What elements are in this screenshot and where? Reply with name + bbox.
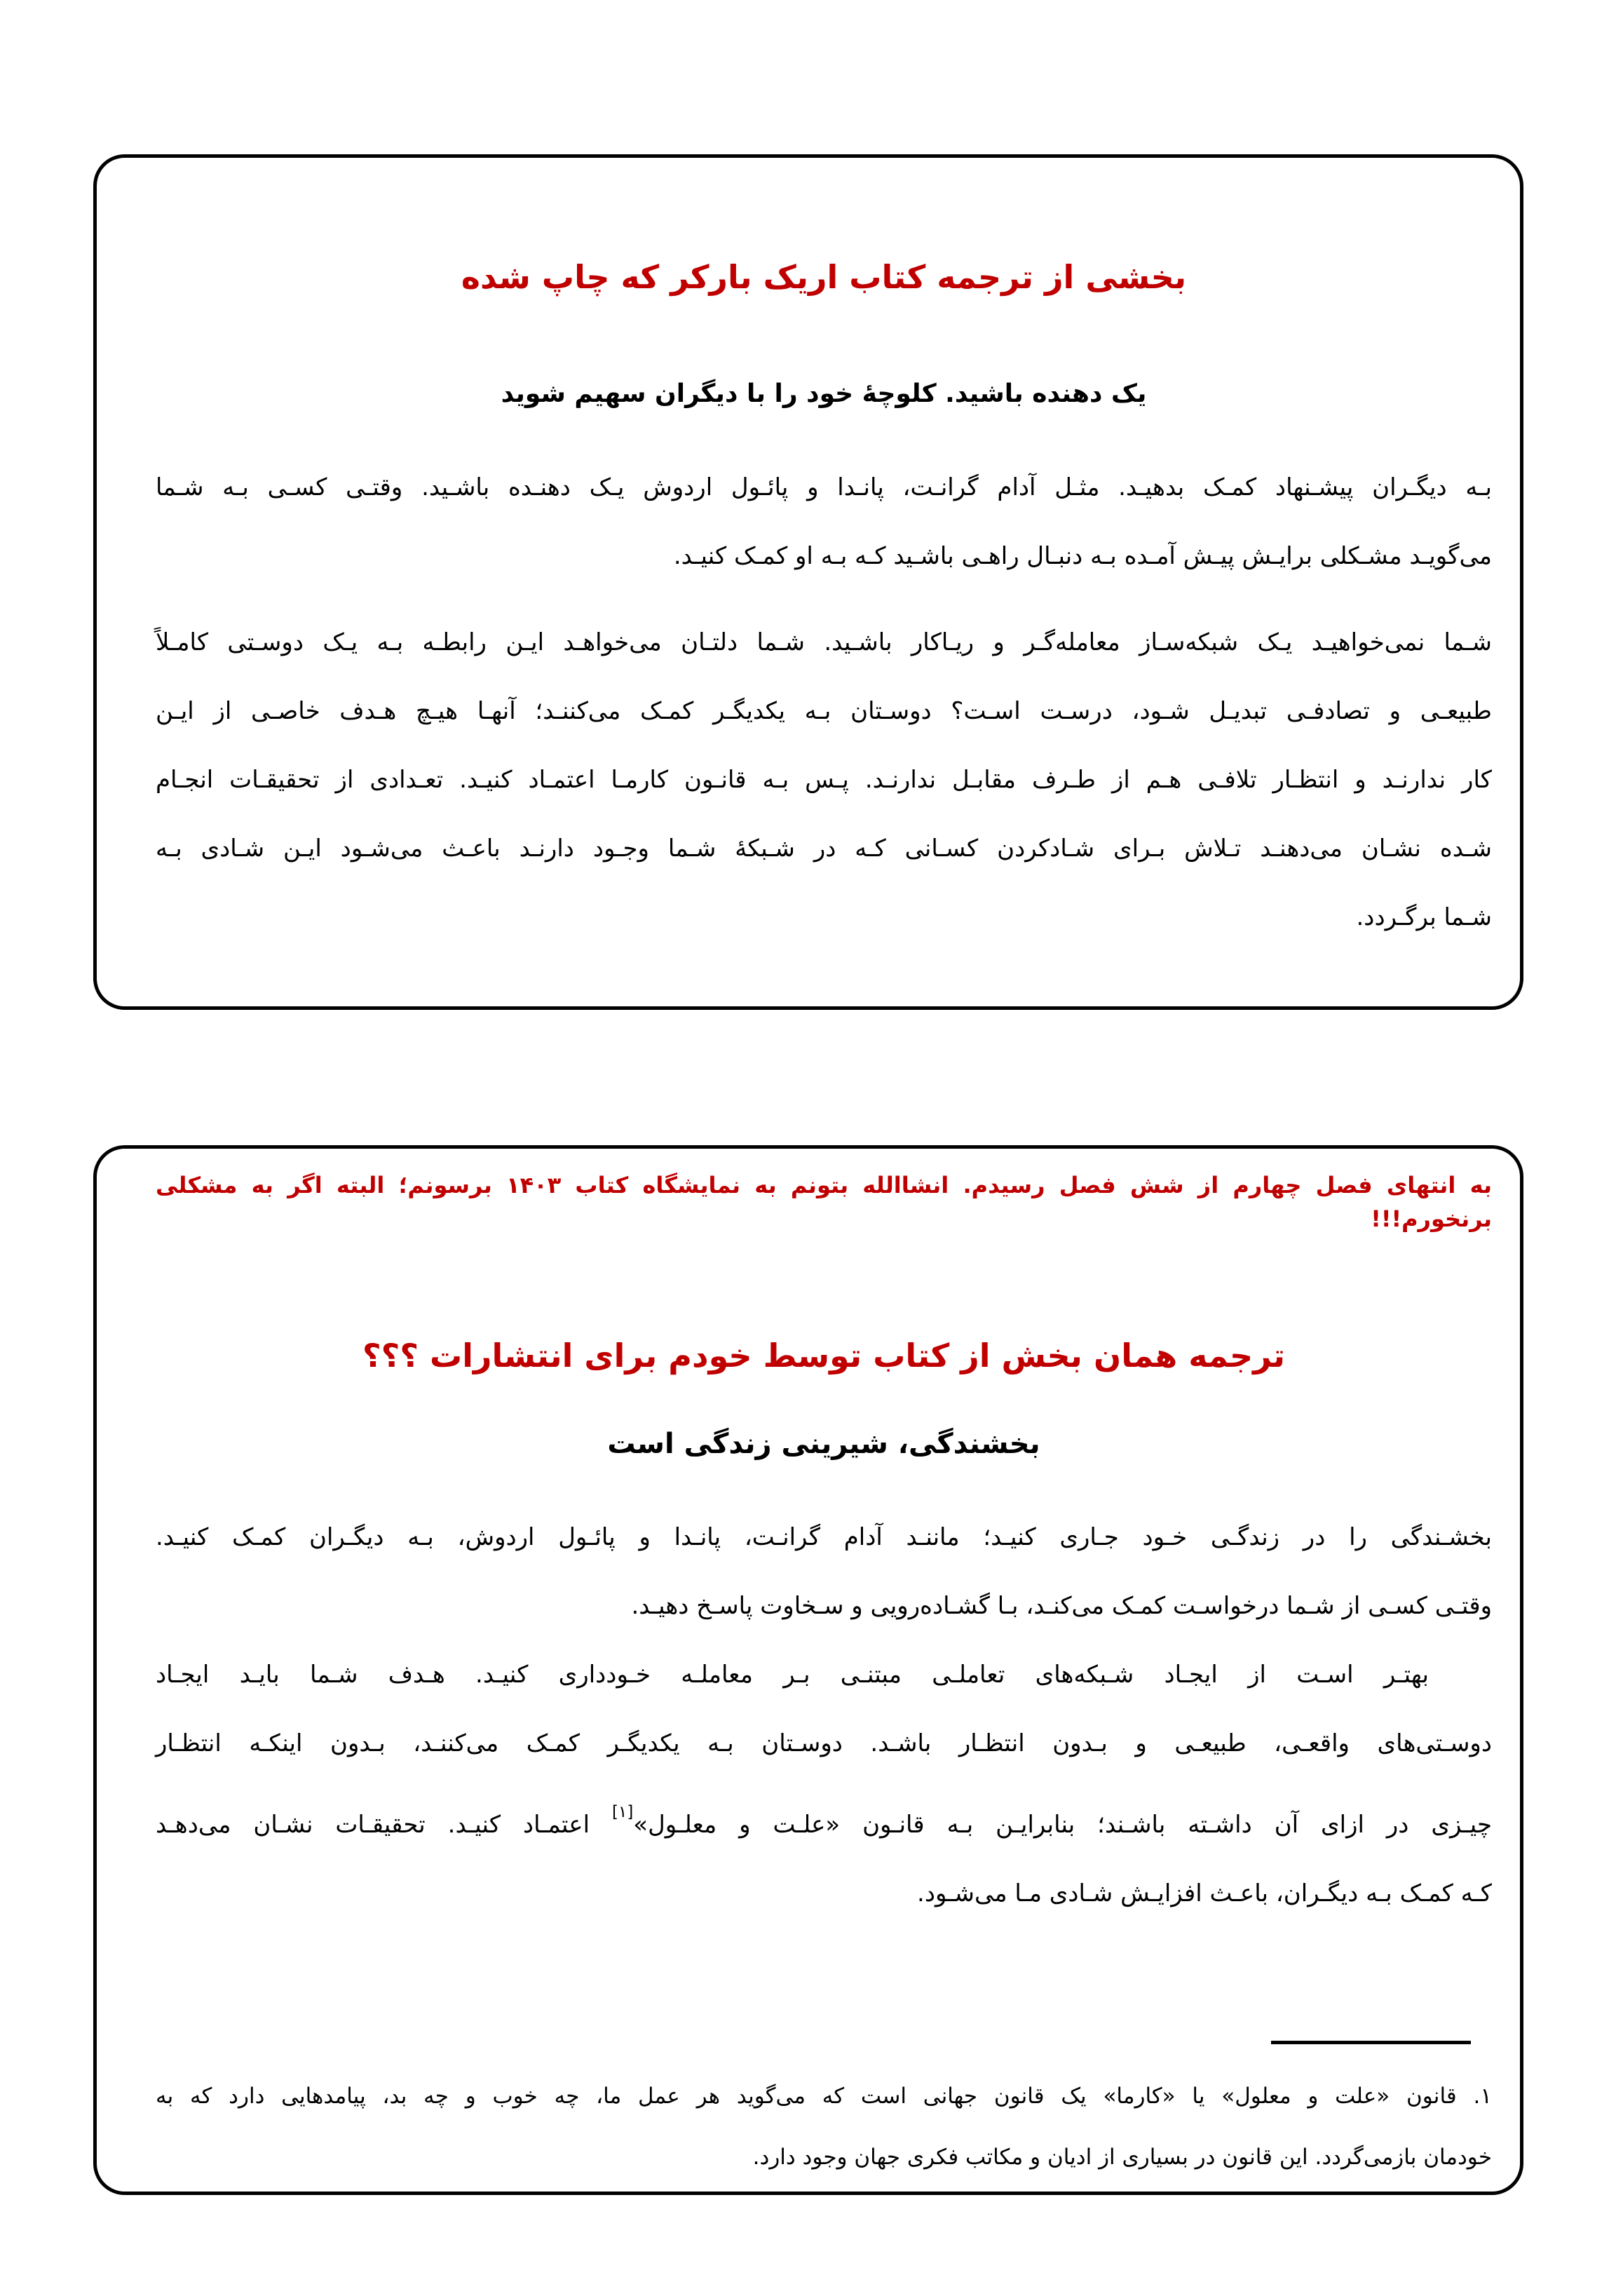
- box1-paragraph-1: [156, 453, 1492, 590]
- text-line: کار ندارنـد و انتظـار تلافـی هـم از طـرف مقابـل ندارنـد. پـس بـه قانـون کارمـا اعتمـاد کنیـد. تعـدادی از تحقیقـات انجـام: [156, 766, 1492, 794]
- box-printed-translation: [93, 154, 1523, 1010]
- text-line: می‌گویـد مشـکلی برایـش پیـش آمـده بـه دنبـال راهـی باشـید کـه بـه او کمـک کنیـد.: [673, 542, 1492, 570]
- text-line-with-footnote-ref: [156, 1778, 1492, 1859]
- box2-subtitle: بخشندگی، شیرینی زندگی است: [607, 1428, 1040, 1460]
- text-line: دوسـتی‌های واقعـی، طبیعـی و بـدون انتظـار باشـد. دوسـتان بـه یکدیگـر کمـک می‌کننـد، بـدون اینکـه انتظـار: [156, 1729, 1492, 1757]
- footnote-reference-marker: [۱]: [611, 1803, 634, 1821]
- text-segment: چیـزی در ازای آن داشـته باشـند؛ بنابرایـن بـه قانـون «علـت و معلـول»: [633, 1811, 1492, 1839]
- text-line: وقتـی کسـی از شـما درخواسـت کمـک می‌کنـد، بـا گشـاده‌رویی و سـخاوت پاسـخ دهیـد.: [631, 1592, 1492, 1620]
- footnote-line: خودمان بازمی‌گردد. این قانون در بسیاری از ادیان و مکاتب فکری جهان وجود دارد.: [752, 2145, 1492, 2170]
- text-line: بهتـر اسـت از ایجـاد شـبکه‌های تعاملـی مبتنـی بـر معاملـه خـودداری کنیـد. هـدف شـما بایـد ایجـاد: [156, 1661, 1429, 1689]
- box1-paragraph-2: [156, 608, 1492, 952]
- text-line: شـما نمی‌خواهیـد یـک شبکه‌سـاز معامله‌گـر و ریـاکار باشـید. شـما دلتـان می‌خواهـد ایـن رابطـه بـه یـک دوسـتی کامـلاً: [156, 628, 1492, 656]
- box1-title: بخشی از ترجمه کتاب اریک بارکر که چاپ شده: [461, 258, 1187, 296]
- box2-progress-note: به انتهای فصل چهارم از شش فصل رسیدم. انشاالله بتونم به نمایشگاه کتاب ۱۴۰۳ برسونم؛ البته اگر به مشکلی برنخورم!!!: [156, 1172, 1493, 1232]
- text-line: طبیعـی و تصادفـی تبدیـل شـود، درسـت اسـت؟ دوسـتان بـه یکدیگـر کمـک می‌کننـد؛ آنهـا هیـچ هـدف خاصـی از ایـن: [156, 697, 1492, 725]
- text-line: شـده نشـان می‌دهنـد تـلاش بـرای شـادکردن کسـانی کـه در شـبکهٔ شـما وجـود دارنـد باعـث می‌شـود ایـن شـادی بـه: [156, 835, 1492, 863]
- text-segment: اعتمـاد کنیـد. تحقیقـات نشـان می‌دهـد: [156, 1811, 612, 1839]
- footnote: [156, 2066, 1492, 2188]
- text-line: بخشـندگی را در زندگـی خـود جـاری کنیـد؛ ماننـد آدام گرانـت، پانـدا و پائـول اردوش، بـه دیگـران کمـک کنیـد.: [156, 1523, 1492, 1551]
- box1-subtitle: یک دهنده باشید. کلوچهٔ خود را با دیگران سهیم شوید: [501, 379, 1147, 408]
- box-own-translation: [93, 1145, 1523, 2195]
- box2-title: ترجمه همان بخش از کتاب توسط خودم برای انتشارات ؟؟؟: [362, 1337, 1286, 1375]
- text-line: شـما برگـردد.: [1356, 903, 1492, 931]
- footnote-line: ۱. قانون «علت و معلول» یا «کارما» یک قانون جهانی است که می‌گوید هر عمل ما، چه خوب و چه بد، پیامدهایی دارد که به: [156, 2084, 1492, 2109]
- box2-paragraph-1: [156, 1503, 1492, 1640]
- box2-paragraph-2: [156, 1640, 1492, 1928]
- text-line: بـه دیگـران پیشـنهاد کمـک بدهیـد. مثـل آدام گرانـت، پانـدا و پائـول اردوش یـک دهنـده باشـید. وقتـی کسـی بـه شـما: [156, 473, 1492, 501]
- text-line: کـه کمـک بـه دیگـران، باعـث افزایـش شـادی مـا می‌شـود.: [917, 1879, 1492, 1907]
- footnote-separator-rule: [1271, 2041, 1471, 2044]
